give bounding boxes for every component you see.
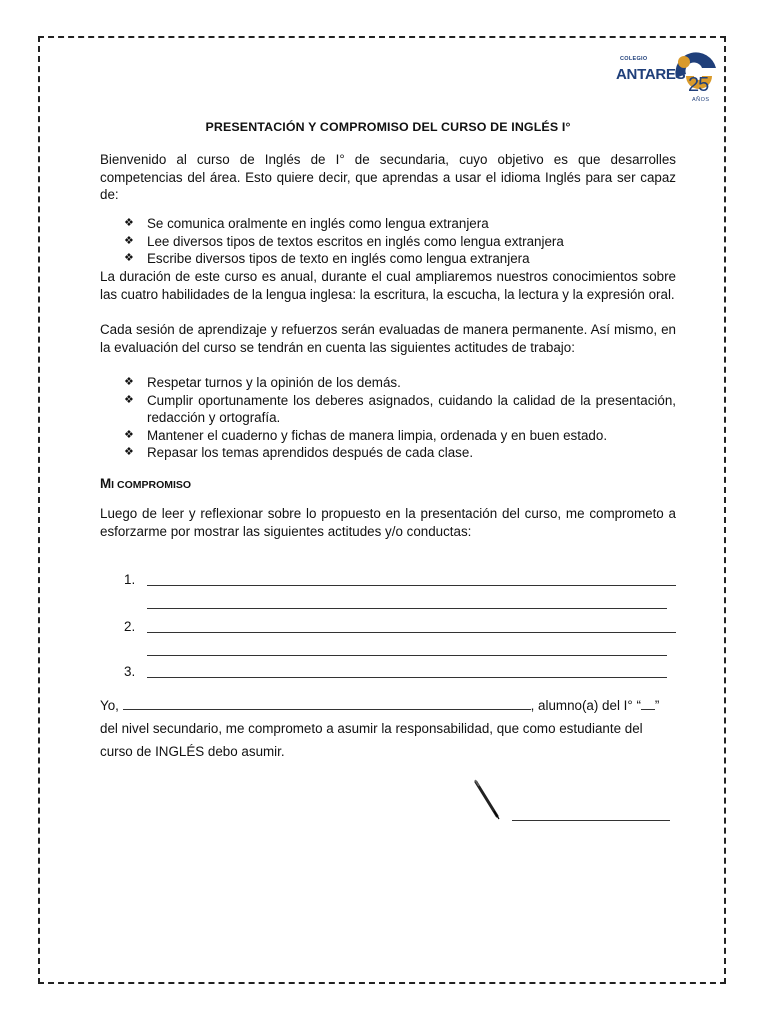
commitment-intro: Luego de leer y reflexionar sobre lo propuesto en la presentación del curso, me comprometo a esforzarme por mostrar las siguientes actitudes y/o conductas: bbox=[100, 506, 676, 539]
commitment-answer-line[interactable] bbox=[147, 621, 676, 633]
commitment-number: 3. bbox=[124, 664, 136, 679]
section-blank[interactable] bbox=[641, 698, 655, 710]
logo-school-label: COLEGIO bbox=[620, 56, 648, 62]
diamond-bullet-icon: ❖ bbox=[124, 234, 134, 247]
commitment-heading: MI COMPROMISO bbox=[100, 476, 192, 491]
diamond-bullet-icon: ❖ bbox=[124, 252, 134, 264]
list-item: ❖ Respetar turnos y la opinión de los demás. bbox=[124, 375, 401, 390]
commitment-number: 1. bbox=[124, 572, 136, 587]
commitment-answer-line[interactable] bbox=[147, 574, 676, 586]
diamond-bullet-icon: ❖ bbox=[124, 217, 134, 229]
logo-anniversary-number: 25 bbox=[688, 74, 709, 96]
page-title: PRESENTACIÓN Y COMPROMISO DEL CURSO DE INGLÉS I° bbox=[205, 120, 571, 134]
diamond-bullet-icon: ❖ bbox=[124, 428, 134, 441]
pen-icon bbox=[470, 778, 502, 820]
commitment-answer-line[interactable] bbox=[147, 644, 667, 656]
commitment-answer-line[interactable] bbox=[147, 597, 667, 609]
evaluation-paragraph: Cada sesión de aprendizaje y refuerzos serán evaluadas de manera permanente. Así mismo, en la evaluación del curso se tendrán en cuenta las siguientes actitudes de trabajo: bbox=[100, 322, 676, 355]
logo-school-name: ANTARES bbox=[616, 66, 686, 83]
pledge-line-3: curso de INGLÉS debo asumir. bbox=[100, 744, 285, 759]
student-name-blank[interactable] bbox=[123, 698, 531, 710]
list-item: ❖ Cumplir oportunamente los deberes asignados, cuidando la calidad de la presentación, redacción y ortografía. bbox=[124, 392, 676, 425]
list-item: ❖ Repasar los temas aprendidos después de cada clase. bbox=[124, 445, 474, 460]
commitment-number: 2. bbox=[124, 619, 136, 634]
logo-anniversary-label: AÑOS bbox=[692, 97, 710, 103]
list-item: ❖ Escribe diversos tipos de texto en inglés como lengua extranjera bbox=[124, 251, 530, 266]
intro-paragraph: Bienvenido al curso de Inglés de I° de secundaria, cuyo objetivo es que desarrolles competencias del área. Esto quiere decir, que aprendas a usar el idioma Inglés para ser capaz de: bbox=[100, 152, 676, 202]
duration-paragraph: La duración de este curso es anual, durante el cual ampliaremos nuestros conocimientos sobre las cuatro habilidades de la lengua inglesa: la escritura, la escucha, la lectura y la expresión oral. bbox=[100, 269, 676, 302]
diamond-bullet-icon: ❖ bbox=[124, 446, 134, 458]
attitudes-list bbox=[124, 374, 676, 462]
diamond-bullet-icon: ❖ bbox=[124, 376, 134, 388]
list-item: ❖ Mantener el cuaderno y fichas de manera limpia, ordenada y en buen estado. bbox=[124, 427, 608, 443]
diamond-bullet-icon: ❖ bbox=[124, 393, 134, 406]
commitment-answer-line[interactable] bbox=[147, 666, 667, 678]
signature-line[interactable] bbox=[512, 820, 670, 821]
competency-list bbox=[124, 215, 676, 268]
list-item: ❖ Lee diversos tipos de textos escritos en inglés como lengua extranjera bbox=[124, 233, 564, 249]
pledge-line-2: del nivel secundario, me comprometo a asumir la responsabilidad, que como estudiante del bbox=[100, 721, 643, 736]
school-logo bbox=[614, 46, 718, 106]
pledge-line-1: Yo, , alumno(a) del I° “ ” bbox=[100, 698, 660, 713]
list-item: ❖ Se comunica oralmente en inglés como lengua extranjera bbox=[124, 216, 489, 231]
